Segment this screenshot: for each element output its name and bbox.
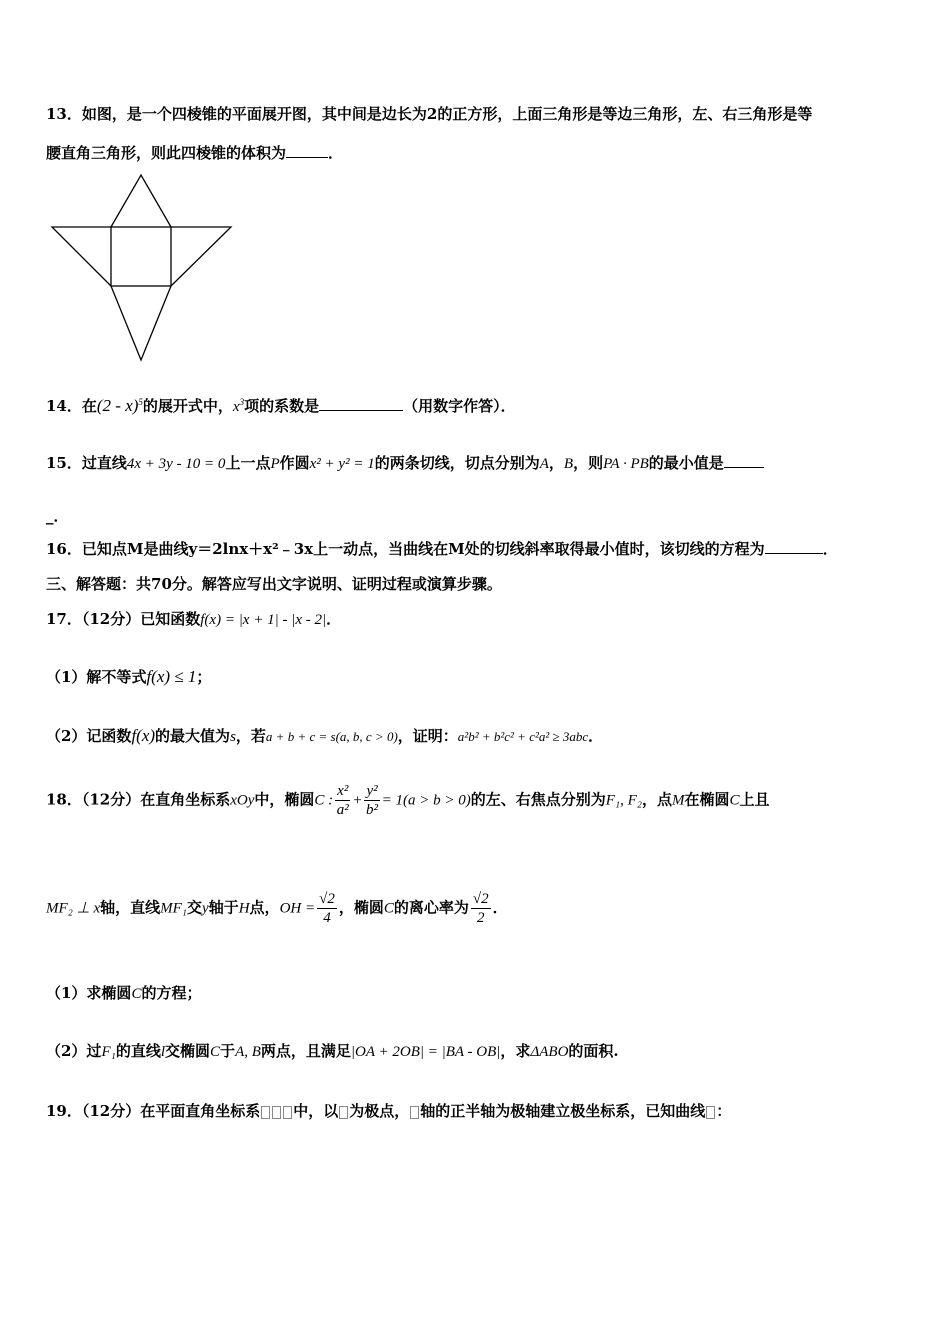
q19-mid1: 中，以 (293, 1102, 339, 1120)
q18-num2: y² (366, 783, 378, 799)
q18-oh-den: 4 (323, 910, 331, 926)
q18-h: H (238, 900, 250, 917)
missing-glyph-icon (283, 1106, 292, 1119)
pyramid-net-diagram (50, 172, 235, 364)
q19-pre: 19．（12分）在平面直角坐标系 (46, 1102, 261, 1120)
q18-frac-x (335, 782, 350, 819)
q14-pre: 14．在 (46, 397, 97, 415)
q17-p2-end: ． (588, 727, 604, 745)
net-bottom-triangle (111, 286, 171, 360)
q18-frac-oh (317, 890, 337, 927)
q18-mid2: 的左、右焦点分别为 (470, 790, 606, 809)
q17-p2-ineq: a²b² + b²c² + c²a² ≥ 3abc (457, 729, 589, 744)
q13-end: ． (328, 144, 344, 162)
q18-frac-y (364, 782, 379, 819)
q15-mid1: 上一点 (225, 454, 271, 472)
q18-frac-ecc (471, 890, 491, 927)
q15-post: 的最小值是 (648, 454, 724, 472)
q19-mid2: 为极点， (349, 1102, 410, 1120)
q18-p2-a: 的直线 (115, 1042, 161, 1060)
q15-line (46, 452, 764, 473)
q15-a: A (539, 456, 549, 472)
q17-p2-mid2: ，若 (235, 727, 266, 745)
q17-p1-pre: （1）解不等式 (46, 668, 147, 686)
q19-line (46, 1100, 731, 1121)
q18-plus: + (352, 792, 363, 809)
q15-dot: PA · PB (603, 456, 649, 472)
q15-mid3: 的两条切线，切点分别为 (374, 454, 540, 472)
q13-line1: 13．如图，是一个四棱锥的平面展开图，其中间是边长为2的正方形，上面三角形是等边三角形，左、右三角形是等 (46, 105, 813, 123)
q14-term: x (232, 399, 240, 415)
q18-pre: 18．（12分）在直角坐标系 (46, 790, 231, 809)
section-header: 三、解答题：共70分。解答应写出文字说明、证明过程或演算步骤。 (46, 575, 502, 593)
q16-end: ． (822, 540, 838, 558)
q18-num1: x² (337, 783, 349, 799)
q18-l2-c: 轴于 (208, 898, 239, 917)
q18-mid1: 中，椭圆 (254, 790, 315, 809)
q18-mid3: ，点 (642, 790, 673, 809)
q18-line1 (46, 782, 770, 819)
q18-c-label: C : (314, 792, 334, 809)
missing-glyph-icon (272, 1106, 281, 1119)
q17-func: f(x) = |x + 1| - |x - 2| (200, 612, 327, 628)
missing-glyph-icon (706, 1106, 715, 1119)
q18-l2-c-letter: C (383, 900, 394, 917)
net-square (111, 227, 171, 286)
q18-oh: OH = (279, 900, 316, 917)
q18-part2 (46, 1040, 619, 1061)
q14-exp: 5 (138, 397, 143, 407)
q18-p2-f1: F₁ (101, 1044, 116, 1060)
q18-c: C (729, 792, 740, 809)
q17-line (46, 608, 341, 629)
q18-mf1: MF₁ (160, 900, 187, 917)
q18-p2-ab: A, B (235, 1044, 261, 1060)
q18-part1 (46, 982, 201, 1003)
q17-p1-expr: f(x) ≤ 1 (146, 667, 197, 686)
q18-ecc-num: √2 (472, 891, 489, 907)
q15-cont: _． (46, 507, 69, 525)
q17-pre: 17．（12分）已知函数 (46, 610, 201, 628)
q18-perp: MF₂ ⊥ x (46, 900, 101, 917)
q19-end: ： (716, 1102, 732, 1120)
q17-p2-s: s (230, 729, 236, 745)
q18-p2-d: 两点，且满足 (260, 1042, 351, 1060)
net-top-triangle (111, 175, 171, 227)
q18-l2-end: ． (492, 898, 508, 917)
q15-b: B (563, 456, 574, 472)
q18-p2-tri: ΔABO (530, 1044, 569, 1060)
q17-p2-fx: f(x) (131, 726, 156, 745)
q18-m: M (672, 792, 685, 809)
missing-glyph-icon (410, 1106, 419, 1119)
q18-xoy: xOy (230, 792, 255, 809)
q17-part2 (46, 725, 603, 746)
q15-line-eq: 4x + 3y - 10 = 0 (126, 456, 226, 472)
q18-p1-c: C (131, 986, 142, 1002)
q15-p: P (270, 456, 280, 472)
q18-oh-num: √2 (319, 891, 335, 907)
q18-p2-b: 交椭圆 (165, 1042, 211, 1060)
q18-p2-vec: |OA + 2OB| = |BA - OB| (350, 1044, 501, 1060)
q17-p2-pre: （2）记函数 (46, 727, 132, 745)
q15-mid2: 作圆 (279, 454, 310, 472)
q14-expr: (2 - x) (96, 396, 139, 415)
q18-p2-c: C (210, 1044, 221, 1060)
q18-ecc-den: 2 (477, 910, 485, 926)
net-right-triangle (171, 227, 231, 286)
answer-blank (724, 453, 764, 468)
q18-p2-l: l (160, 1044, 166, 1060)
q17-p1-end: ； (196, 668, 212, 686)
q18-mid5: 上且 (739, 790, 770, 809)
q18-l2-e: ，椭圆 (338, 898, 384, 917)
q18-p2-c-text: 于 (220, 1042, 236, 1060)
q14-line (46, 395, 516, 416)
q18-rhs: = 1(a > b > 0) (381, 792, 471, 809)
q18-p2-pre: （2）过 (46, 1042, 102, 1060)
q18-l2-d: 点， (249, 898, 280, 917)
q18-line2 (46, 890, 508, 927)
missing-glyph-icon (339, 1106, 348, 1119)
q16-line (46, 538, 838, 559)
q17-part1 (46, 666, 211, 687)
q13-text: 腰直角三角形，则此四棱锥的体积为 (46, 144, 287, 162)
q18-den2: b² (366, 802, 379, 818)
q18-l2-a: 轴，直线 (100, 898, 161, 917)
q15-comma: ， (548, 454, 564, 472)
q17-p2-cond: a + b + c = s(a, b, c > 0) (265, 729, 398, 744)
answer-blank (765, 539, 823, 554)
q16-text: 16．已知点M是曲线y＝2lnx＋x²﹣3x上一动点，当曲线在M处的切线斜率取得最小值时，该切线的方程为 (46, 540, 765, 558)
q18-l2-f: 的离心率为 (393, 898, 469, 917)
q14-mid: 的展开式中， (142, 397, 233, 415)
q18-l2-b: 交 (187, 898, 203, 917)
q14-post: （用数字作答）． (403, 397, 516, 415)
q17-p2-mid: 的最大值为 (155, 727, 231, 745)
q15-mid4: ，则 (573, 454, 604, 472)
q18-p1-post: 的方程； (141, 984, 202, 1002)
q19-mid3: 轴的正半轴为极轴建立极坐标系，已知曲线 (420, 1102, 706, 1120)
q15-pre: 15．过直线 (46, 454, 127, 472)
q18-p2-f: 的面积. (568, 1042, 619, 1060)
missing-glyph-icon (261, 1106, 270, 1119)
q15-circle: x² + y² = 1 (309, 456, 375, 472)
q17-end: ． (326, 610, 342, 628)
q14-mid2: 项的系数是 (244, 397, 320, 415)
q17-p2-mid3: ，证明： (397, 727, 458, 745)
q18-p1-pre: （1）求椭圆 (46, 984, 132, 1002)
q18-y: y (202, 900, 209, 917)
net-left-triangle (52, 227, 111, 286)
q18-mid4: 在椭圆 (684, 790, 730, 809)
q18-den1: a² (336, 802, 349, 818)
q14-term-exp: 3 (239, 397, 245, 407)
answer-blank (319, 396, 403, 411)
q18-p2-e: ，求 (500, 1042, 531, 1060)
answer-blank (286, 143, 328, 158)
q13-line2 (46, 142, 343, 163)
q18-f1f2: F₁, F₂ (605, 792, 642, 809)
